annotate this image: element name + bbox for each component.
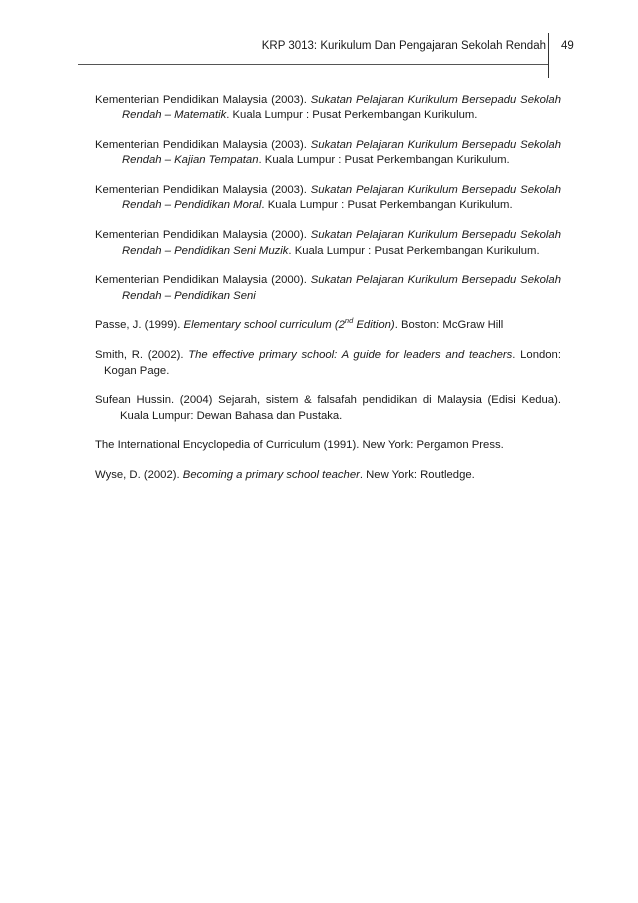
reference-author: Wyse, D. (2002). [95, 469, 183, 482]
reference-title-superscript: nd [344, 316, 354, 326]
reference-entry [95, 273, 561, 304]
reference-author: Passe, J. (1999). [95, 319, 184, 332]
reference-text: The International Encyclopedia of Curriculum (1991). New York: Pergamon Press. [95, 439, 504, 452]
page-number: 49 [561, 40, 574, 52]
reference-title: Sukatan Pelajaran Kurikulum Bersepadu Sekolah Rendah – Pendidikan Seni Muzik [122, 229, 561, 257]
reference-title: Sukatan Pelajaran Kurikulum Bersepadu Sekolah Rendah – Kajian Tempatan [122, 139, 561, 167]
reference-entry [95, 348, 561, 379]
reference-title: Sukatan Pelajaran Kurikulum Bersepadu Sekolah Rendah – Pendidikan Moral [122, 184, 561, 212]
reference-entry [95, 438, 561, 453]
reference-entry [95, 138, 561, 169]
reference-title: Elementary school curriculum (2 [183, 319, 345, 332]
reference-title: Sukatan Pelajaran Kurikulum Bersepadu Sekolah Rendah – Matematik [122, 94, 561, 122]
reference-author: Smith, R. (2002). [95, 349, 189, 362]
reference-title-continued: Edition) [353, 319, 395, 332]
reference-publisher: . London: Kogan Page. [104, 349, 561, 377]
reference-entry [95, 468, 561, 483]
page-header [0, 0, 638, 80]
reference-title: Becoming a primary school teacher [182, 469, 360, 482]
reference-entry [95, 93, 561, 124]
header-vertical-divider [548, 33, 549, 78]
reference-author: Kementerian Pendidikan Malaysia (2003). [95, 94, 311, 106]
reference-publisher: . Kuala Lumpur : Pusat Perkembangan Kurikulum. [258, 154, 510, 167]
reference-publisher: . Kuala Lumpur : Pusat Perkembangan Kurikulum. [261, 199, 513, 212]
header-horizontal-rule [78, 64, 548, 65]
reference-entry [95, 228, 561, 259]
reference-entry [95, 318, 561, 333]
reference-title: Sukatan Pelajaran Kurikulum Bersepadu Sekolah Rendah – Pendidikan Seni [122, 274, 561, 302]
reference-entry [95, 183, 561, 214]
reference-publisher: . Kuala Lumpur : Pusat Perkembangan Kurikulum. [288, 244, 540, 257]
reference-publisher: . New York: Routledge. [359, 469, 475, 482]
reference-author: Kementerian Pendidikan Malaysia (2003). [95, 184, 311, 197]
reference-list [95, 93, 561, 498]
reference-text: Sufean Hussin. (2004) Sejarah, sistem & falsafah pendidikan di Malaysia (Edisi Kedua). Kuala Lumpur: Dewan Bahasa dan Pustaka. [95, 394, 561, 422]
reference-entry [95, 393, 561, 424]
reference-author: Kementerian Pendidikan Malaysia (2003). [95, 139, 311, 152]
reference-publisher: . Boston: McGraw Hill [394, 319, 504, 332]
reference-title: The effective primary school: A guide for leaders and teachers [188, 349, 513, 362]
running-header-title: KRP 3013: Kurikulum Dan Pengajaran Sekolah Rendah [261, 40, 546, 52]
reference-author: Kementerian Pendidikan Malaysia (2000). [95, 229, 311, 242]
reference-publisher: . Kuala Lumpur : Pusat Perkembangan Kurikulum. [226, 109, 478, 122]
reference-author: Kementerian Pendidikan Malaysia (2000). [95, 274, 311, 287]
